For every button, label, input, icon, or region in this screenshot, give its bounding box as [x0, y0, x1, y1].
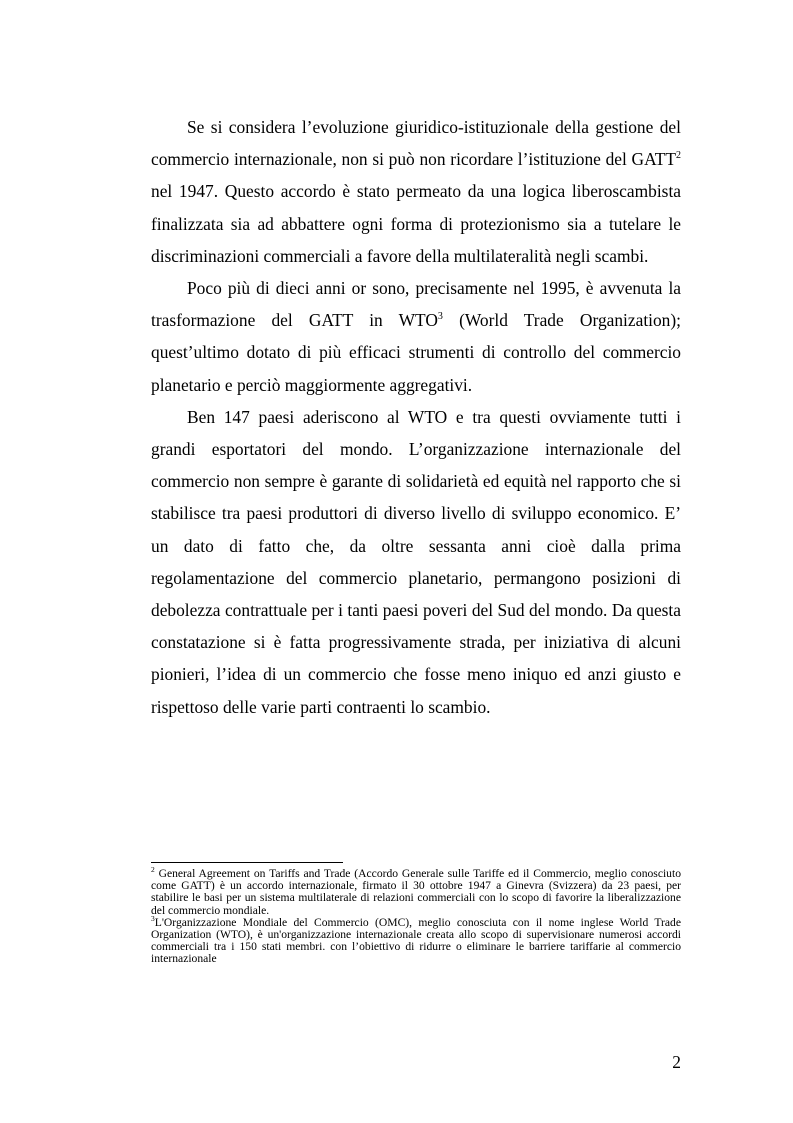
footnote-separator [151, 862, 343, 863]
paragraph-1-text-a: Se si considera l’evoluzione giuridico-istituzionale della gestione del commercio internazionale, non si può non ricordare l’istituzione del GATT [151, 117, 681, 170]
footnote-2-marker: 2 [151, 865, 155, 875]
footnote-ref-3: 3 [437, 311, 443, 323]
footnote-2-text: General Agreement on Tariffs and Trade (Accordo Generale sulle Tariffe ed il Commercio, meglio conosciuto come GATT) è un accordo internazionale, firmato il 30 ottobre 1947 a Ginevra (Svizzera) da 23 paesi, per stabilire le basi per un sistema multilaterale di relazioni commerciali con lo scopo di favorire la liberalizzazione del commercio mondiale. [151, 867, 681, 917]
body-text [151, 111, 681, 723]
paragraph-2-text-a: Poco più di dieci anni or sono, precisamente nel 1995, è avvenuta la trasformazione del GATT in WTO [151, 278, 681, 331]
footnote-3-text: L'Organizzazione Mondiale del Commercio (OMC), meglio conosciuta con il nome inglese World Trade Organization (WTO), è un'organizzazione internazionale creata allo scopo di supervisionare numerosi accordi commerciali tra i 150 stati membri. con l’obiettivo di ridurre o eliminare le barriere tariffarie al commercio internazionale [151, 915, 681, 966]
footnote-2 [151, 865, 681, 917]
paragraph-2 [151, 272, 681, 401]
page-number: 2 [672, 1052, 681, 1072]
paragraph-2-text-b: (World Trade Organization); quest’ultimo dotato di più efficaci strumenti di controllo del commercio planetario e perciò maggiormente aggregativi. [151, 310, 681, 395]
paragraph-1-text-b: nel 1947. Questo accordo è stato permeato da una logica liberoscambista finalizzata sia ad abbattere ogni forma di protezionismo sia a tutelare le discriminazioni commerciali a favore della multilateralità negli scambi. [151, 181, 681, 266]
paragraph-1 [151, 111, 681, 272]
footnotes [151, 865, 681, 966]
footnote-3-marker: 3 [151, 913, 155, 923]
paragraph-3: Ben 147 paesi aderiscono al WTO e tra questi ovviamente tutti i grandi esportatori del mondo. L’organizzazione internazionale del commercio non sempre è garante di solidarietà ed equità nel rapporto che si stabilisce tra paesi produttori di diverso livello di sviluppo economico. E’ un dato di fatto che, da oltre sessanta anni cioè dalla prima regolamentazione del commercio planetario, permangono posizioni di debolezza contrattuale per i tanti paesi poveri del Sud del mondo. Da questa constatazione si è fatta progressivamente strada, per iniziativa di alcuni pionieri, l’idea di un commercio che fosse meno iniquo ed anzi giusto e rispettoso delle varie parti contraenti lo scambio. [151, 406, 681, 717]
footnote-ref-2: 2 [676, 150, 681, 162]
footnote-3 [151, 913, 681, 966]
